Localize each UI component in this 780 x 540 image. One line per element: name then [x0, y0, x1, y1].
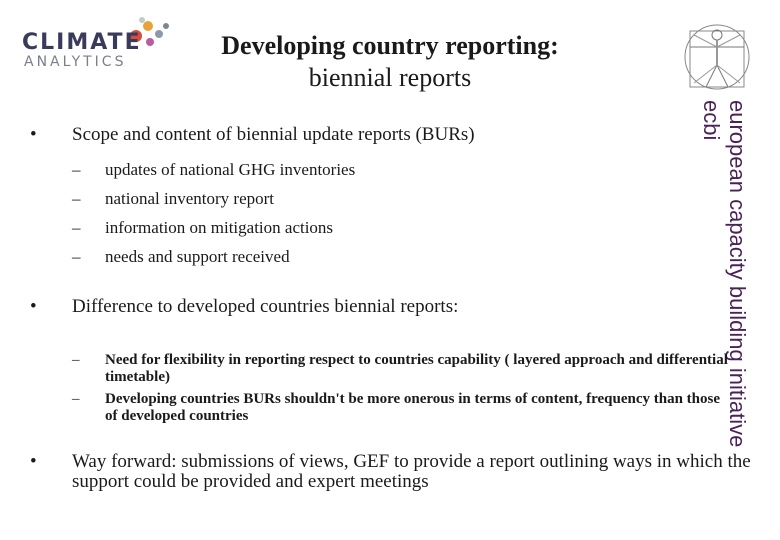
list-item — [72, 214, 672, 243]
list-item-text: information on mitigation actions — [105, 218, 334, 237]
list-item — [72, 185, 672, 214]
bullet-text: Difference to developed countries biennial reports: — [72, 296, 459, 317]
bullet-text: Way forward: submissions of views, GEF to provide a report outlining ways in which the support could be provided and expert meetings — [72, 451, 751, 492]
list-item — [72, 352, 732, 386]
dash-marker: – — [72, 391, 80, 407]
logo-text-analytics: ANALYTICS — [24, 54, 127, 70]
list-item-text: Need for flexibility in reporting respect to countries capability ( layered approach and differential timetable) — [105, 352, 728, 385]
dash-marker: – — [72, 247, 81, 266]
list-item-text: updates of national GHG inventories — [105, 160, 356, 179]
dash-marker: – — [72, 160, 81, 179]
list-item — [72, 391, 732, 425]
bullet-difference — [30, 296, 732, 318]
slide-title — [190, 30, 590, 94]
dash-marker: – — [72, 352, 80, 368]
list-item — [72, 243, 672, 272]
bullet-marker: • — [30, 451, 37, 472]
list-item-text: needs and support received — [105, 247, 290, 266]
side-label-line-2: ecbi — [699, 100, 724, 141]
list-item — [72, 156, 672, 185]
scope-subitems — [72, 156, 672, 272]
list-item-text: national inventory report — [105, 189, 275, 208]
logo-text-climate: CLIMATE — [22, 30, 142, 55]
side-label-line-1: european capacity building initiative — [725, 100, 750, 448]
title-line-2: biennial reports — [308, 63, 472, 92]
bullet-scope — [30, 124, 732, 146]
bullet-marker: • — [30, 124, 37, 145]
dash-marker: – — [72, 189, 81, 208]
bullet-marker: • — [30, 296, 37, 317]
vitruvian-man-icon — [682, 15, 752, 95]
list-item-text: Developing countries BURs shouldn't be more onerous in terms of content, frequency than those of developed countries — [105, 391, 721, 424]
dash-marker: – — [72, 218, 81, 237]
difference-subitems — [72, 352, 732, 430]
bullet-text: Scope and content of biennial update reports (BURs) — [72, 124, 475, 145]
title-line-1: Developing country reporting: — [221, 31, 559, 60]
bullet-way-forward — [30, 452, 780, 492]
climate-analytics-logo — [18, 14, 163, 74]
